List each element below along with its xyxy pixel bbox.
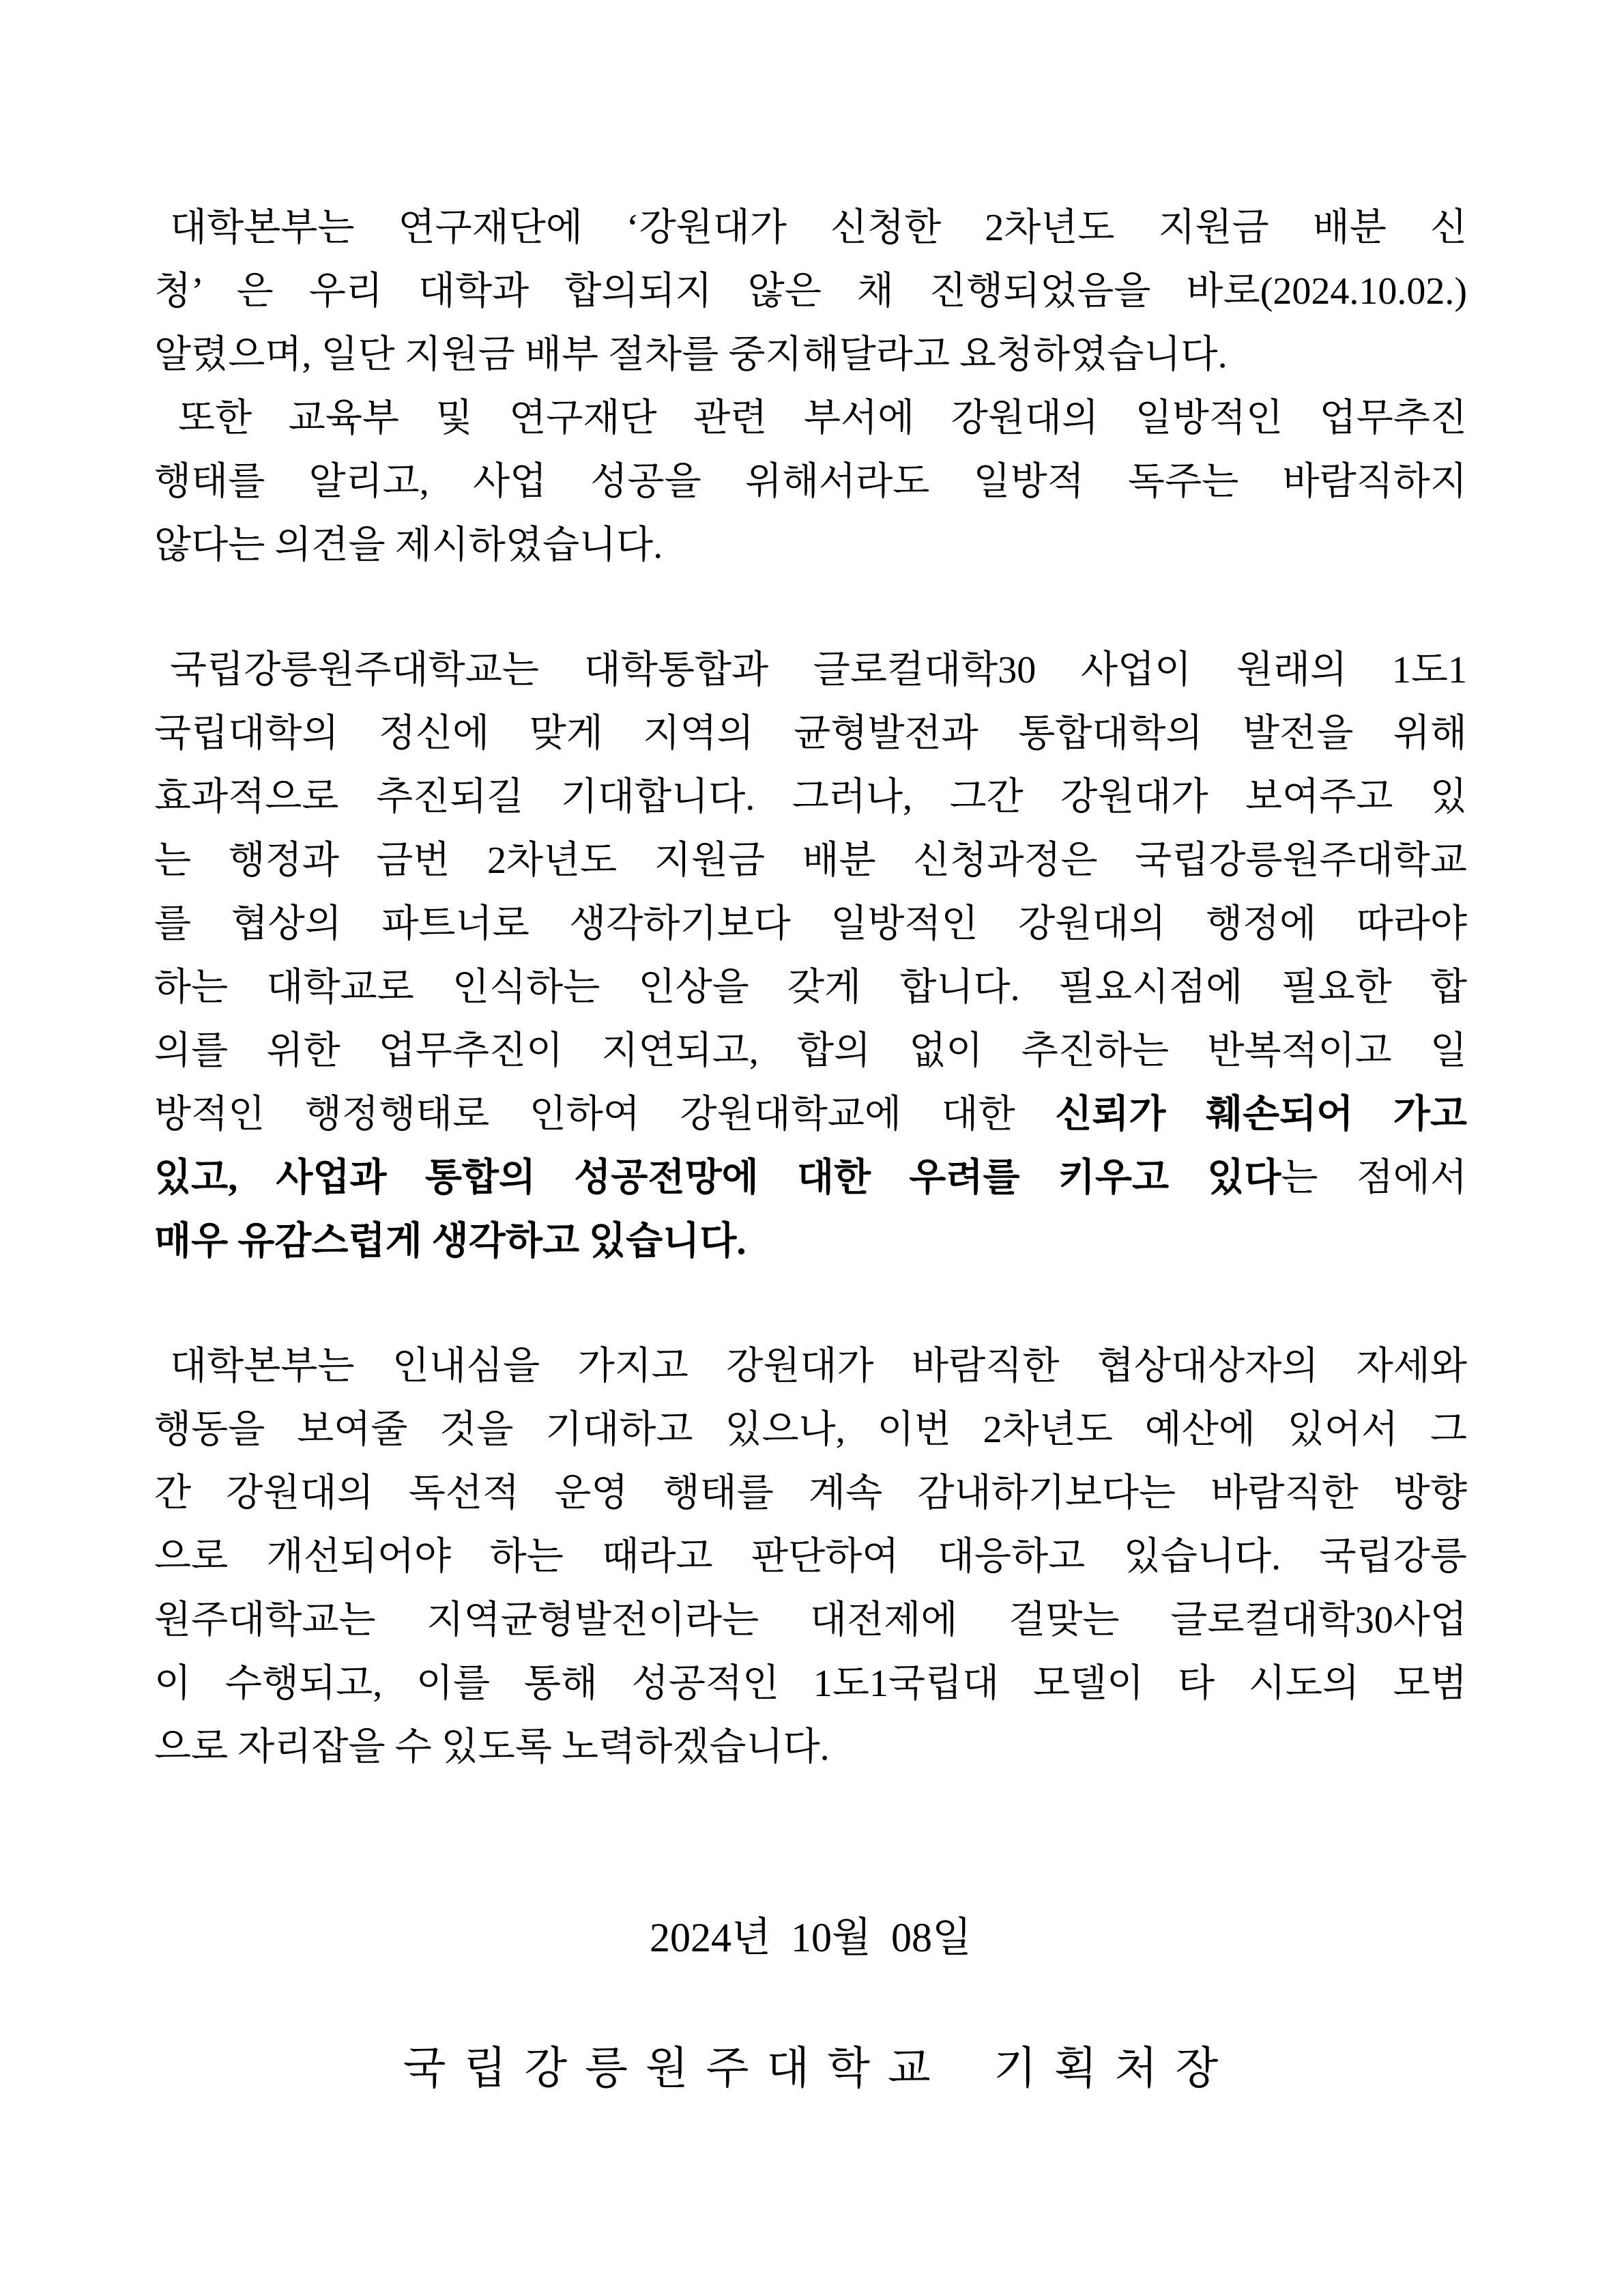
- text-segment: 행동을 보여줄 것을 기대하고 있으나, 이번 2차년도 예산에 있어서 그: [154, 1409, 1467, 1451]
- text-line: [154, 450, 1467, 514]
- text-line: [154, 702, 1467, 766]
- text-line: [154, 387, 1467, 450]
- text-line: [154, 893, 1467, 956]
- paragraph: [154, 387, 1467, 577]
- signature-line: 국립강릉원주대학교 기획처장: [403, 2044, 1236, 2093]
- text-line: [154, 829, 1467, 893]
- text-line: [154, 956, 1467, 1020]
- text-line: [154, 1210, 1467, 1274]
- text-segment: 를 협상의 파트너로 생각하기보다 일방적인 강원대의 행정에 따라야: [154, 903, 1467, 945]
- text-line: [154, 1083, 1467, 1147]
- text-segment: 대학본부는 연구재단에 ‘강원대가 신청한 2차년도 지원금 배분 신: [170, 207, 1467, 249]
- text-segment: 으로 자리잡을 수 있도록 노력하겠습니다.: [154, 1726, 830, 1768]
- text-line: [154, 766, 1467, 829]
- text-segment: 간 강원대의 독선적 운영 행태를 계속 감내하기보다는 바람직한 방향: [154, 1472, 1467, 1515]
- text-segment: 않다는 의견을 제시하였습니다.: [154, 524, 663, 566]
- text-segment: 으로 개선되어야 하는 때라고 판단하여 대응하고 있습니다. 국립강릉: [154, 1536, 1467, 1578]
- text-segment: 원주대학교는 지역균형발전이라는 대전제에 걸맞는 글로컬대학30사업: [154, 1599, 1467, 1641]
- text-line: [154, 1020, 1467, 1083]
- text-line: [154, 1589, 1467, 1652]
- date-line: 2024년 10월 08일: [650, 1915, 972, 1960]
- text-segment: 매우 유감스럽게 생각하고 있습니다.: [154, 1220, 746, 1263]
- document-body: [154, 197, 1467, 2103]
- text-segment: 알렸으며, 일단 지원금 배부 절차를 중지해달라고 요청하였습니다.: [154, 334, 1228, 376]
- text-line: [154, 1652, 1467, 1716]
- text-line: [154, 1147, 1467, 1210]
- text-segment: 행태를 알리고, 사업 성공을 위해서라도 일방적 독주는 바람직하지: [154, 461, 1467, 503]
- text-segment: 국립대학의 정신에 맞게 지역의 균형발전과 통합대학의 발전을 위해: [154, 713, 1467, 755]
- text-line: [154, 1716, 1467, 1779]
- text-segment: 신뢰가 훼손되어 가고: [1055, 1093, 1467, 1136]
- text-line: [154, 1462, 1467, 1525]
- text-line: [154, 260, 1467, 324]
- paragraph: [154, 197, 1467, 387]
- text-segment: 는 행정과 금번 2차년도 지원금 배분 신청과정은 국립강릉원주대학교: [154, 840, 1467, 882]
- text-segment: 하는 대학교로 인식하는 인상을 갖게 합니다. 필요시점에 필요한 합: [154, 966, 1467, 1009]
- paragraph: [154, 1335, 1467, 1779]
- text-segment: 또한 교육부 및 연구재단 관련 부서에 강원대의 일방적인 업무추진: [178, 397, 1467, 440]
- text-segment: 의를 위한 업무추진이 지연되고, 합의 없이 추진하는 반복적이고 일: [154, 1030, 1467, 1072]
- text-segment: 대학본부는 인내심을 가지고 강원대가 바람직한 협상대상자의 자세와: [170, 1345, 1467, 1388]
- text-line: [154, 1335, 1467, 1398]
- text-segment: 는 점에서: [1281, 1157, 1467, 1199]
- paragraph: [154, 639, 1467, 1274]
- text-segment: 방적인 행정행태로 인하여 강원대학교에 대한: [154, 1093, 1056, 1136]
- text-line: [154, 639, 1467, 702]
- text-line: [154, 514, 1467, 577]
- text-segment: 있고, 사업과 통합의 성공전망에 대한 우려를 키우고 있다: [154, 1157, 1281, 1199]
- text-line: [154, 1398, 1467, 1462]
- text-line: [154, 324, 1467, 387]
- text-segment: 국립강릉원주대학교는 대학통합과 글로컬대학30 사업이 원래의 1도1: [170, 649, 1467, 691]
- text-segment: 효과적으로 추진되길 기대합니다. 그러나, 그간 강원대가 보여주고 있: [154, 776, 1467, 818]
- text-line: [154, 197, 1467, 260]
- text-line: [154, 1525, 1467, 1589]
- text-segment: 청’ 은 우리 대학과 합의되지 않은 채 진행되었음을 바로(2024.10.02.): [154, 270, 1467, 313]
- text-segment: 이 수행되고, 이를 통해 성공적인 1도1국립대 모델이 타 시도의 모범: [154, 1663, 1467, 1705]
